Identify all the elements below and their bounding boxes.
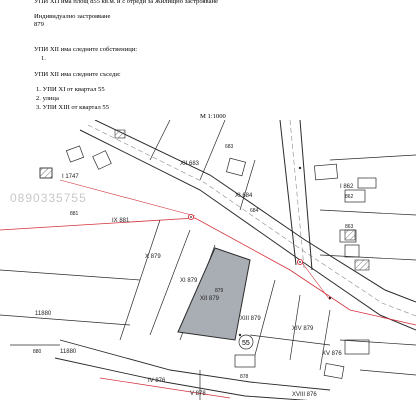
label-v-878: V 878 [190, 391, 206, 397]
label-881: 881 [70, 211, 79, 217]
watermark-phone: 0890335755 [10, 191, 87, 205]
map-scale: М 1:1000 [200, 113, 226, 120]
label-xviii-876: XVIII 876 [292, 392, 317, 398]
label-879: 879 [215, 288, 224, 294]
label-863: 863 [345, 224, 354, 230]
label-i-862: I 862 [340, 184, 354, 190]
label-xv-876: XV 876 [322, 351, 342, 357]
label-878: 878 [240, 374, 249, 380]
label-11880-a: 11880 [35, 311, 52, 317]
label-xiv-879: XIV 879 [292, 326, 314, 332]
owners-heading: УПИ XII има следните собственици: [34, 46, 138, 53]
label-ix-881: IX 881 [112, 218, 130, 224]
highlighted-plot [178, 248, 250, 340]
plot-area-line: УПИ ХП има площ 855 кв.м. и с отреди за Жилищно застрояване [34, 0, 218, 5]
label-xii-879: XII 879 [200, 296, 220, 302]
neighbour-item-3: 3. УПИ XIII от квартал 55 [36, 104, 110, 111]
block-55-marker [239, 335, 253, 349]
main-street [80, 120, 416, 330]
label-i-1747: I 1747 [62, 174, 79, 180]
plot-number: 879 [34, 21, 44, 28]
neighbours-heading: УПИ XII има следните съседи: [34, 71, 121, 78]
label-684: 684 [250, 208, 259, 214]
label-11880-b: 11880 [60, 349, 77, 355]
label-x-879: X 879 [145, 254, 161, 260]
label-683: 683 [225, 144, 234, 150]
label-xiii-879: XIII 879 [240, 316, 261, 322]
cadastral-map [0, 120, 416, 400]
label-iv-876: IV 876 [148, 378, 166, 384]
neighbour-item-1: 1. УПИ XI от квартал 55 [36, 86, 105, 93]
owners-item-1: 1. [41, 55, 46, 62]
label-880: 880 [33, 349, 42, 355]
block-number: 55 [242, 340, 250, 347]
label-862: 862 [345, 194, 354, 200]
neighbour-item-2: 2. улица [36, 95, 59, 102]
label-xi-879: XI 879 [180, 278, 198, 284]
side-street [280, 120, 312, 270]
plot-boundaries [0, 120, 416, 400]
label-xii-683: XII 683 [180, 161, 200, 167]
buildings [40, 146, 376, 379]
label-xi-684: XI 684 [235, 193, 253, 199]
construction-type: Индивидуално застрояване [34, 13, 111, 20]
